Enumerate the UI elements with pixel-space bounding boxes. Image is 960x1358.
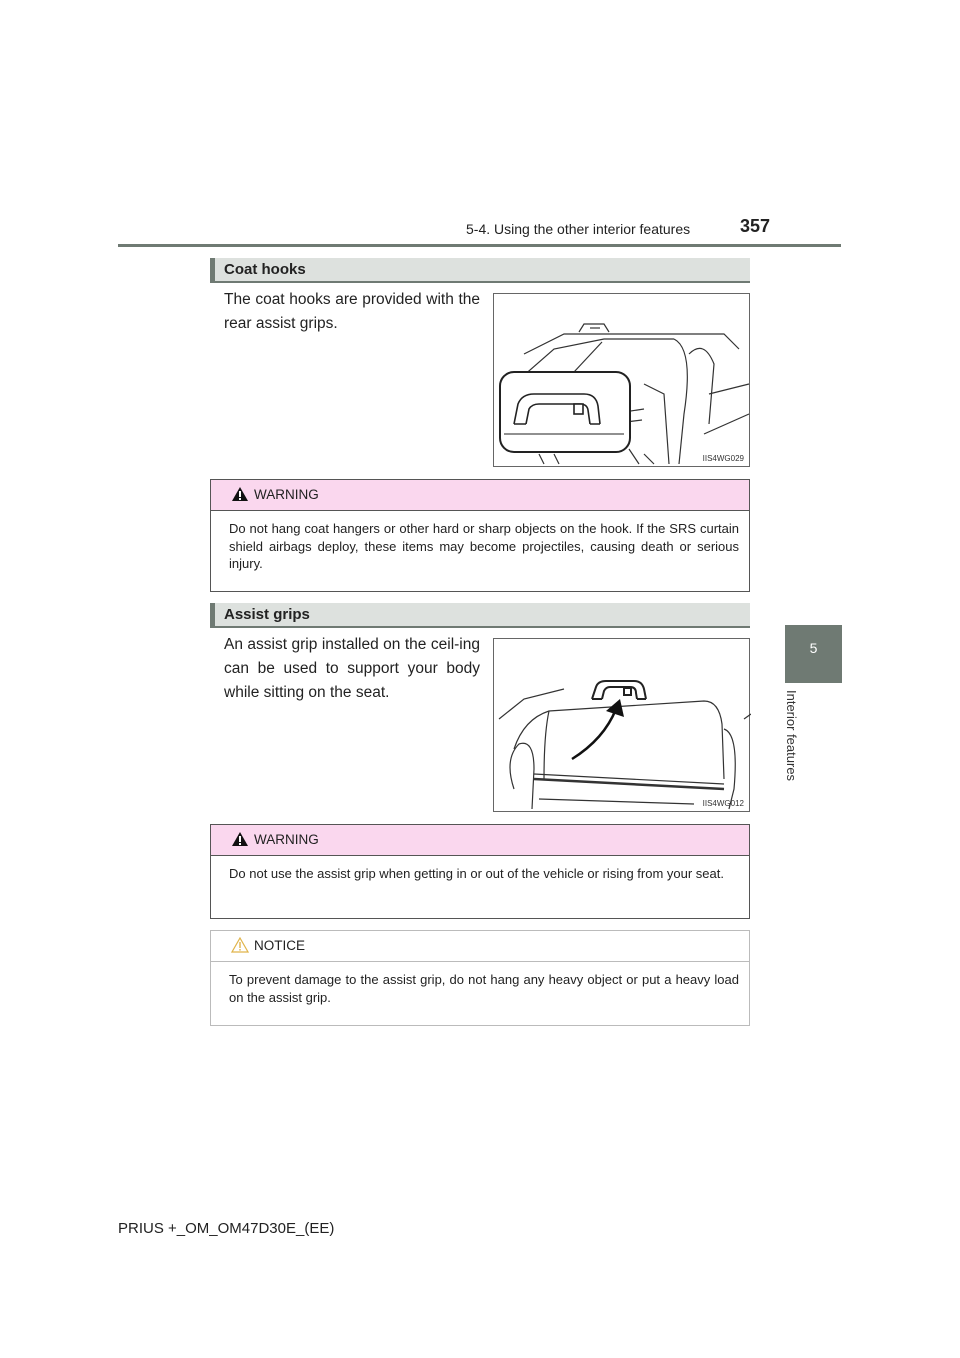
assist-grip-illustration: [494, 639, 751, 813]
warning-text: Do not use the assist grip when getting in or out of the vehicle or rising from your seat.: [229, 866, 724, 881]
notice-box-assist-grips: [210, 930, 750, 1026]
warning-header: [211, 825, 749, 856]
header-section-title: 5-4. Using the other interior features: [466, 221, 691, 237]
coat-hooks-description: The coat hooks are provided with the rear assist grips.: [224, 291, 480, 332]
notice-text: To prevent damage to the assist grip, do not hang any heavy object or put a heavy load on the assist grip.: [229, 972, 739, 1005]
footer-doc-code: PRIUS +_OM_OM47D30E_(EE): [118, 1220, 335, 1237]
figure-code: IIS4WG029: [702, 454, 744, 463]
section-title: Assist grips: [224, 606, 310, 623]
warning-header: [211, 480, 749, 511]
assist-grip-figure: [493, 638, 750, 812]
warning-text: Do not hang coat hangers or other hard or sharp objects on the hook. If the SRS curtain shield airbags deploy, these items may become projectiles, causing death or serious injury.: [229, 521, 739, 571]
section-header-coat-hooks: [210, 258, 750, 283]
warning-box-coat-hooks: [210, 479, 750, 592]
page-number: 357: [740, 216, 771, 236]
section-title: Coat hooks: [224, 261, 306, 278]
notice-header: [211, 931, 749, 962]
warning-label: WARNING: [254, 487, 319, 502]
warning-label: WARNING: [254, 832, 319, 847]
figure-code: IIS4WG012: [702, 799, 744, 808]
coat-hook-figure: [493, 293, 750, 467]
notice-label: NOTICE: [254, 938, 306, 953]
chapter-title-vertical: [784, 690, 804, 798]
section-header-assist-grips: [210, 603, 750, 628]
header-rule: [118, 244, 841, 247]
warning-triangle-icon: [231, 831, 249, 847]
assist-grips-description: An assist grip installed on the ceil-ing can be used to support your body while sitting on the seat.: [224, 636, 480, 701]
warning-triangle-icon: [231, 486, 249, 502]
chapter-number: 5: [809, 640, 818, 656]
coat-hook-illustration: [494, 294, 751, 468]
chapter-title: Interior features: [784, 690, 799, 782]
warning-box-assist-grips: [210, 824, 750, 919]
notice-triangle-icon: [231, 937, 249, 953]
